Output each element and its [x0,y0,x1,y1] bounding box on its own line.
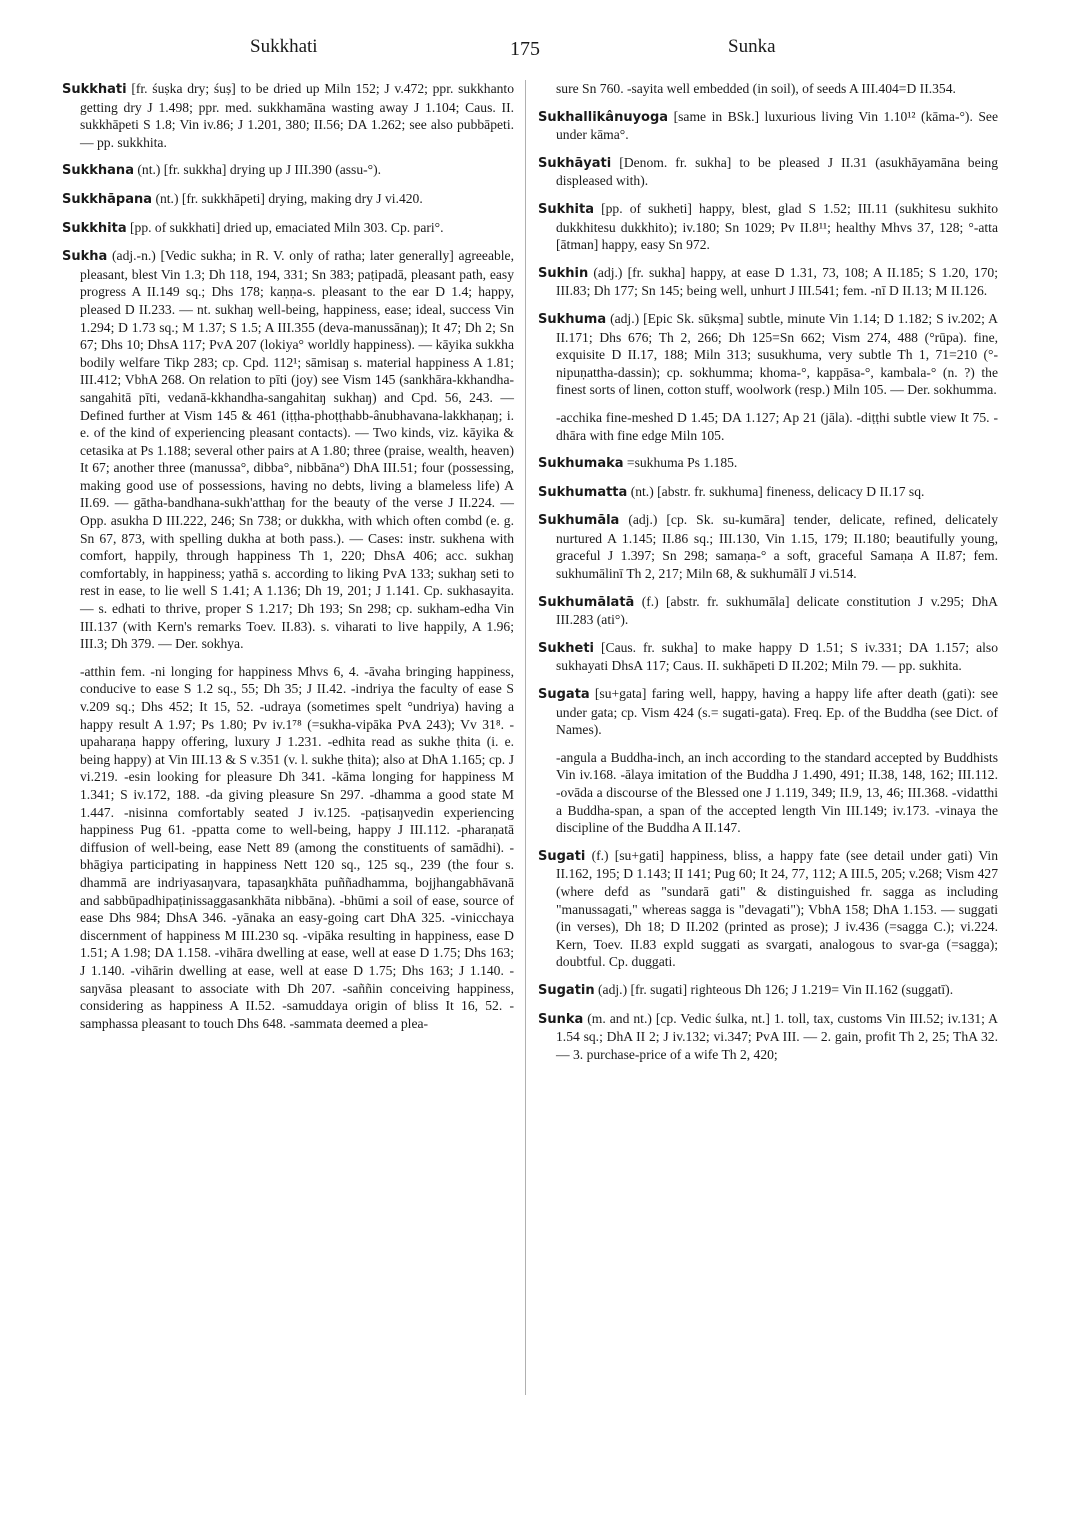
sub-entry [538,749,998,837]
sub-entry-text: -atthin fem. -ni longing for happiness Mhvs 6, 4. -āvaha bringing happiness, conducive to ease S 1.2 sq., 55; Dh 35; J II.42. -indriya the faculty of ease S v.209 sq.; Dhs 452; It 15, 52. -udraya (sometimes spelt °undriya) having a happy result A 1.97; Ps 1.80; Pv iv.1⁷⁸ (=sukha-vipāka PvA 243); Vv 31⁸. -upaharaṇa happy offering, luxury J 1.231. -edhita read as sukhe ṭhita (i. e. being happy) at Vin III.13 & S v.351 (v. l. sukhe ṭhita); also at DhA 1.165; cp. J vi.219. -esin looking for pleasure Dh 341. -kāma longing for happiness M 1.341; S iv.172, 188. -da giving pleasure Sn 297. -dhamma a good state M 1.447. -nisinna comfortably seated J iv.125. -paṭisaŋvedin experiencing happiness Pug 61. -ppatta come to well-being, happy J III.112. -pharaṇatā diffusion of well-being, ease Nett 89 (among the constituents of samādhi). -bhāgiya participating in happiness Nett 120 sq., 125 sq., 239 (the four s. dhammā are indriyasaŋvara, tapasaŋkhāta puññadhamma, bojjhangabhāvanā and sabbūpadhipaṭinissaggasankhāta nibbāna). -bhūmi a soil of ease, source of ease Dhs 984; DhsA 346. -yānaka an easy-going cart DhA 325. -vinicchaya discernment of happiness M III.230 sq. -vipāka resulting in happiness, ease D 1.51; A 1.98; DA 1.158. -vihāra dwelling at ease, well at ease D 1.75; Dhs 163; J 1.140. -vihārin dwelling at ease, well at ease D 1.75; Dhs 163; J 1.140. -saŋvāsa pleasant to associate with Dh 207. -saññin conceiving happiness, considering as happiness A II.52. -samuddaya origin of bliss It 16, 52. -samphassa pleasant to touch Dhs 648. -sammata deemed a plea- [80,663,514,1031]
headword: Sukhin [538,265,589,281]
entry-text: [su+gata] faring well, happy, having a happy life after death (gati): see under gata; cp. Vism 424 (s.= sugati-gata). Freq. Ep. of the Buddha (see Dict. of Names). [556,686,998,738]
left-column [62,80,514,1042]
dictionary-entry [538,511,998,582]
right-column [538,80,998,1073]
headword: Sugatin [538,982,595,998]
headword: Sugati [538,848,586,864]
sub-entry [538,409,998,444]
headword: Sukhuma [538,311,607,327]
entry-text: (nt.) [fr. sukkhāpeti] drying, making dry J vi.420. [155,190,423,206]
entry-continuation [538,80,998,98]
headword: Sugata [538,687,590,703]
entry-text: (adj.) [cp. Sk. su-kumāra] tender, delicate, refined, delicately nurtured A 1.145; II.86 sq.; III.130, Vin 1.15, 179; II.180; beautifully young, graceful J 1.397; Sn 298; samaṇa-° a soft, graceful Samaṇa A II.87; fem. sukhumālinī Th 2, 217; Miln 68, & sukhumālī J vi.514. [556,512,998,582]
dictionary-entry [62,190,514,209]
sub-entry-text: -angula a Buddha-inch, an inch according to the standard accepted by Buddhists Vin iv.168. -ālaya imitation of the Buddha J 1.490, 491; II.38, 148, 162; III.112. -ovāda a discourse of the Blessed one J 1.119, 349; II.9, 13, 46; III.368. -vidatthi a Buddha-span, a span of the accepted length Vin III.149; iv.173. -vinaya the discipline of the Buddha A II.147. [556,749,998,836]
dictionary-entry [538,593,998,629]
entry-text: (adj.-n.) [Vedic sukha; in R. V. only of ratha; later generally] agreeable, pleasant, blest Vin 1.3; Dh 118, 194, 331; Sn 383; paṭipadā, pleasant path, easy progress A II.149 sq.; Dhs 178; kaṇṇa-s. pleasant to the ear D 1.4; happy, pleased D II.233. — nt. sukhaŋ well-being, happiness, ease; ideal, success Vin 1.294; D 1.73 sq.; M 1.37; S 1.5; A III.355 (deva-manussānaŋ); It 47; Dh 2; Sn 67; Dhs 10; DhsA 117; PvA 207 (lokiya° worldly happiness). — kāyika sukkha bodily welfare Tikp 283; cp. Cpd. 112¹; sāmisaŋ s. material happiness A 1.81; III.412; VbhA 268. On relation to pīti (joy) see Vism 145 (sankhāra-kkhandha-sangahitā pīti, vedanā-kkhandha-sangahitaŋ sukhaŋ) and Cpd. 56, 243. — Defined further at Vism 145 & 461 (iṭṭha-phoṭṭhabb-ânubhavana-lakkhaṇaŋ; i. e. of the kind of experiencing pleasant contacts). — Two kinds, viz. kāyika & cetasika at Ps 1.188; several other pairs at A 1.80; three (praise, wealth, heaven) It 67; another three (manussa°, dibba°, nibbāna°) DhA III.51; four (possessing, making good use of possessions, having no debts, living a blameless life) A II.69. — gātha-bandhana-sukh'atthaŋ for the beauty of the verse J II.224. — Opp. asukha D III.222, 246; Sn 738; or dukkha, with which often combd (e. g. Sn 67, 873, with spelling dukha at both pass.). — Cases: instr. sukhena with comfort, happily, through happiness Th 1, 220; DhsA 406; acc. sukhaŋ comfortably, in happiness; yathā s. according to liking PvA 133; sukhaŋ seti to rest in ease, to lie well S 1.41; A 1.136; Dh 19, 201; J 1.141. Cp. sukhasayita. — s. edhati to thrive, proper S 1.217; Dh 193; Sn 298; cp. sukham-edha Vin III.137 (with Kern's remarks Toev. II.83). s. viharati to live happily, A 1.96; III.3; Dh 379. — Der. sokhya. [80,248,514,652]
entry-text: (f.) [su+gati] happiness, bliss, a happy fate (see detail under gati) Vin II.162, 195; D 1.143; II 141; Pug 60; It 24, 77, 112; A III.5, 205; v.268; Vism 427 (where defd as "sundarā gati" & distinguished fr. sagga as including "manussagati," whereas sagga is "devagati"); VbhA 158; DhA 1.153. — suggati (in verses), Dh 18; D II.202 (printed as prose); J iv.436 (=sagga C.); vi.224. Kern, Toev. II.83 expld suggati as svargati, analogous to svar-ga (=sagga); doubtful. Cp. duggati. [556,847,998,970]
dictionary-entry [538,483,998,502]
dictionary-entry [62,80,514,151]
headword: Sunka [538,1011,584,1027]
entry-text: (nt.) [abstr. fr. sukhuma] fineness, delicacy D II.17 sq. [630,483,925,499]
dictionary-entry [538,1010,998,1064]
entry-text: (adj.) [fr. sukha] happy, at ease D 1.31, 73, 108; A II.185; S 1.20, 170; III.83; Dh 177; Sn 145; being well, unhurt J III.541; fem. -nī D II.13; M II.126. [556,264,998,299]
running-head-left: Sukkhati [250,36,318,57]
headword: Sukkhati [62,82,127,97]
entry-text: (m. and nt.) [cp. Vedic śulka, nt.] 1. toll, tax, customs Vin III.52; iv.131; A 1.54 sq.; DhA II 2; J iv.132; vi.347; PvA III. — 2. gain, profit Th 2, 25; ThA 32. — 3. purchase-price of a wife Th 2, 420; [556,1010,998,1062]
page-number: 175 [510,38,540,60]
dictionary-entry [538,310,998,399]
running-head-right: Sunka [728,36,776,57]
dictionary-entry [538,264,998,300]
headword: Sukhumatta [538,484,628,500]
headword: Sukhita [538,201,594,217]
dictionary-entry [538,639,998,675]
dictionary-entry [538,685,998,739]
entry-text: sure Sn 760. -sayita well embedded (in soil), of seeds A III.404=D II.354. [556,81,956,96]
headword: Sukkhita [62,220,127,236]
dictionary-entry [62,219,514,238]
headword: Sukkhāpana [62,191,153,207]
page-header [60,36,1020,64]
headword: Sukheti [538,640,595,656]
headword: Sukhumāla [538,513,620,529]
dictionary-entry [62,247,514,653]
dictionary-entry [538,154,998,190]
headword: Sukhumaka [538,456,624,472]
entry-text: [fr. śuṣka dry; śuṣ] to be dried up Miln 152; J v.472; ppr. sukkhanto getting dry J 1.498; ppr. med. sukkhamāna wasting away J 1.104; Caus. II. sukkhāpeti S 1.8; Vin iv.86; J 1.201, 380; II.56; DA 1.262; see also pubbāpeti. — pp. sukkhita. [80,81,514,150]
sub-entry-text: -acchika fine-meshed D 1.45; DA 1.127; Ap 21 (jāla). -diṭṭhi subtle view It 75. -dhāra with fine edge Miln 105. [556,409,998,443]
dictionary-entry [62,161,514,180]
dictionary-entry [538,200,998,254]
column-divider [525,80,526,1395]
entry-text: [same in BSk.] luxurious living Vin 1.10¹² (kāma-°). See under kāma°. [556,108,998,143]
entry-text: (nt.) [fr. sukkha] drying up J III.390 (assu-°). [137,162,382,178]
dictionary-entry [538,108,998,144]
headword: Sukkhana [62,163,134,179]
entry-text: (adj.) [fr. sugati] righteous Dh 126; J 1.219= Vin II.162 (suggatī). [598,981,954,997]
dictionary-entry [538,847,998,971]
entry-text: [pp. of sukkhati] dried up, emaciated Miln 303. Cp. pari°. [130,219,444,235]
headword: Sukha [62,249,108,265]
entry-text: (f.) [abstr. fr. sukhumāla] delicate constitution J v.295; DhA III.283 (ati°). [556,593,998,628]
entry-text: (adj.) [Epic Sk. sūkṣma] subtle, minute Vin 1.14; D 1.182; S iv.202; A II.171; Dhs 676; Th 2, 266; Dh 125=Sn 662; Vism 274, 488 (°rūpa). fine, exquisite D II.17, 188; Miln 313; susukhuma, very subtle Th 1, 71=210 (°-nipuṇattha-dassin); cp. sokhumma; khoma-°, kappāsa-°, kambala-° (n. ?) the finest sorts of linen, cotton stuff, woolwork (resp.) Miln 105. — Der. sokhumma. [556,310,998,398]
dictionary-entry [538,454,998,473]
entry-text: [Denom. fr. sukha] to be pleased J II.31 (asukhāyamāna being displeased with). [556,154,999,189]
entry-text: [pp. of sukheti] happy, blest, glad S 1.52; III.11 (sukhitesu sukhito dukkhitesu dukkhito); iv.180; Sn 1029; Pv II.8¹¹; healthy Mhvs 37, 128; °-atta [ātman] happy, easy Sn 972. [556,200,998,253]
dictionary-entry [538,981,998,1000]
sub-entry [62,663,514,1032]
entry-text: =sukhuma Ps 1.185. [626,455,738,471]
headword: Sukhāyati [538,155,612,171]
headword: Sukhallikânuyoga [538,109,669,125]
headword: Sukhumālatā [538,594,635,610]
entry-text: [Caus. fr. sukha] to make happy D 1.51; S iv.331; DA 1.157; also sukhayati DhsA 117; Caus. II. sukhāpeti D II.202; Miln 79. — pp. sukhita. [556,639,998,674]
